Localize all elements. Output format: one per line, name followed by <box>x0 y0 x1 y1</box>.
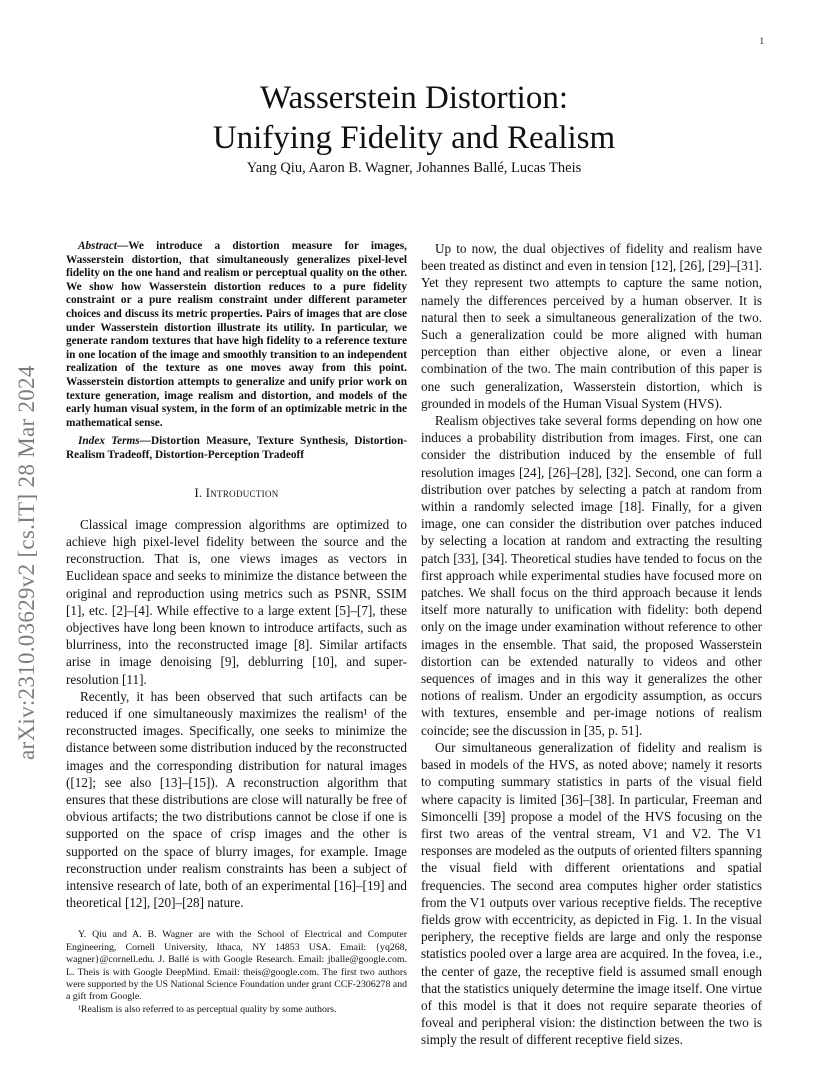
intro-paragraph-4: Realism objectives take several forms depending on how one induces a probability distribution from images. First, one can consider the distribution induced by the ensemble of full resolution images [24], [26]–[28], [32]. Second, one can form a distribution over patches by selecting a patch at random from within a randomly selected image [18]. Finally, for a given image, one can consider the distribution over patches induced by selecting a location at random and extracting the resulting patch [33], [34]. Theoretical studies have tended to focus on the first approach while experimental studies have focused more on patches. We shall focus on the third approach because it lends itself more naturally to unification with fidelity: both depend only on the image under examination without reference to other images in the ensemble. That said, the proposed Wasserstein distortion can be extended naturally to videos and other sequences of images and in this way it generalizes the other notions of realism. Under an ergodicity assumption, as occurs with textures, ensemble and per-image notions of realism coincide; see the discussion in [35, p. 51]. <box>421 413 762 738</box>
footnote-realism: ¹Realism is also referred to as perceptual quality by some authors. <box>78 1003 337 1015</box>
intro-paragraph-5: Our simultaneous generalization of fidelity and realism is based in models of the HVS, as noted above; namely it resorts to computing summary statistics in parts of the visual field where capacity is limited [36]–[38]. In particular, Freeman and Simoncelli [39] propose a model of the HVS focusing on the first two areas of the ventral stream, V1 and V2. The V1 responses are modeled as the outputs of oriented filters spanning the visual field with different orientations and spatial frequencies. The second area computes higher order statistics from the V1 outputs over various receptive fields. The receptive fields grow with eccentricity, as depicted in Fig. 1. In the visual periphery, the receptive fields are large and only the response statistics pooled over a large area are acquired. In the fovea, i.e., the center of gaze, the receptive field is assumed small enough that the statistics uniquely determine the image itself. One virtue of this model is that it does not require separate theories of foveal and peripheral vision: the distinction between the two is simply the result of different receptive field sizes. <box>421 739 762 1048</box>
intro-paragraph-2: Recently, it has been observed that such artifacts can be reduced if one simultaneously maximizes the realism¹ of the reconstructed images. Specifically, one seeks to minimize the distance between some distribution induced by the reconstructed images and the corresponding distribution for natural images ([12]; see also [13]–[15]). A reconstruction algorithm that ensures that these distributions are close will naturally be free of obvious artifacts; the two distributions cannot be close if one is supported on the space of crisp images and the other is supported on the space of blurry images, for example. Image reconstruction under realism constraints has been a subject of intensive research of late, both of an experimental [16]–[19] and theoretical [12], [20]–[28] nature. <box>66 688 407 911</box>
left-column <box>66 240 407 1016</box>
index-terms <box>66 435 407 462</box>
arxiv-id: arXiv:2310.03629v2 [cs.IT] 28 Mar 2024 <box>14 365 39 760</box>
title-line-1: Wasserstein Distortion: <box>259 80 569 116</box>
paper-title <box>0 78 828 158</box>
index-terms-label: Index Terms <box>78 435 140 448</box>
author-list: Yang Qiu, Aaron B. Wagner, Johannes Ballé, Lucas Theis <box>246 160 582 176</box>
index-terms-text: —Distortion Measure, Texture Synthesis, Distortion-Realism Tradeoff, Distortion-Perception Tradeoff <box>66 435 407 461</box>
section-title: Introduction <box>205 485 279 500</box>
abstract <box>66 240 407 430</box>
right-column <box>421 240 762 1049</box>
intro-paragraph-1: Classical image compression algorithms are optimized to achieve high pixel-level fidelity between the source and the reconstruction. That is, one views images as vectors in Euclidean space and seeks to minimize the distance between the original and reproduction using metrics such as PSNR, SSIM [1], etc. [2]–[4]. While effective to a large extent [5]–[7], these objectives have long been known to introduce artifacts, such as blurriness, into the reconstructed image [8]. Similar artifacts arise in image denoising [9], deblurring [10], and super-resolution [11]. <box>66 516 407 687</box>
page-number: 1 <box>759 36 764 46</box>
abstract-text: —We introduce a distortion measure for images, Wasserstein distortion, that simultaneously generalizes pixel-level fidelity on the one hand and realism or perceptual quality on the other. We show how Wasserstein distortion reduces to a pure fidelity constraint or a pure realism constraint under different parameter choices and discuss its metric properties. Pairs of images that are close under Wasserstein distortion illustrate its utility. In particular, we generate random textures that have high fidelity to a reference texture in one location of the image and smoothly transition to an independent realization of the texture as one moves away from this point. Wasserstein distortion attempts to generalize and unify prior work on texture generation, image realism and distortion, and models of the early human visual system, in the form of an optimizable metric in the mathematical sense. <box>66 240 407 429</box>
footnotes <box>66 929 407 1016</box>
section-number: I. <box>194 485 206 500</box>
footnote-affiliation: Y. Qiu and A. B. Wagner are with the School of Electrical and Computer Engineering, Cornell University, Ithaca, NY 14853 USA. Email: {yq268, wagner}@cornell.edu. J. Ballé is with Google Research. Email: jballe@google.com. L. Theis is with Google DeepMind. Email: theis@google.com. The first two authors were supported by the US National Science Foundation under grant CCF-2306278 and a gift from Google. <box>66 929 407 1003</box>
abstract-label: Abstract <box>78 240 117 252</box>
title-line-2: Unifying Fidelity and Realism <box>212 120 616 156</box>
section-heading <box>66 485 407 502</box>
intro-paragraph-3: Up to now, the dual objectives of fidelity and realism have been treated as distinct and even in tension [12], [26], [29]–[31]. Yet they represent two attempts to capture the same notion, namely the differences perceived by a human observer. It is natural then to seek a simultaneous generalization of the two. Such a generalization could be more aligned with human perception than either objective alone, or even a linear combination of the two. The main contribution of this paper is one such generalization, Wasserstein distortion, which is grounded in models of the Human Visual System (HVS). <box>421 241 762 411</box>
